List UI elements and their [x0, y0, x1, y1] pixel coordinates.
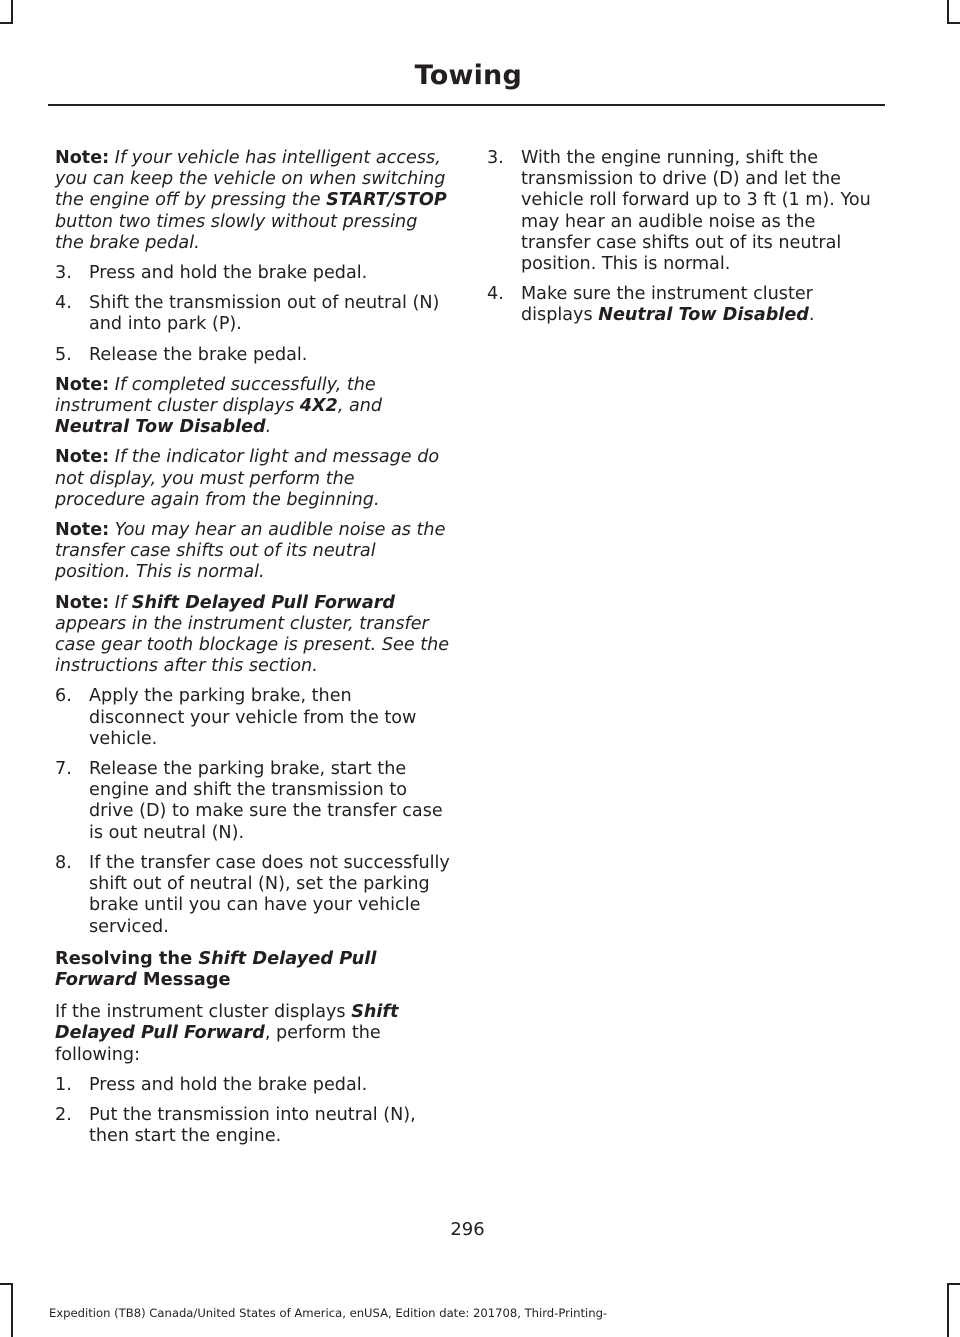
step-text: Press and hold the brake pedal.: [89, 1074, 368, 1095]
crop-mark: [0, 22, 13, 24]
list-item: [55, 1105, 450, 1147]
step-text: Release the brake pedal.: [89, 344, 308, 365]
list-item: [55, 1075, 450, 1096]
step-number: 4.: [55, 293, 72, 314]
step-text: Shift the transmission out of neutral (N) and into park (P).: [89, 293, 440, 335]
note-text: If: [109, 592, 132, 613]
note-text: , and: [337, 396, 383, 417]
step-number: 3.: [55, 263, 72, 284]
note-text: button two times slowly without pressing the brake pedal.: [55, 211, 418, 253]
step-number: 4.: [487, 284, 504, 305]
list-item: [55, 686, 450, 750]
intro-paragraph: [55, 1002, 450, 1066]
step-text: Apply the parking brake, then disconnect your vehicle from the tow vehicle.: [89, 686, 417, 749]
note-text: If completed successfully, the instrument cluster displays: [55, 374, 376, 417]
button-name: START/STOP: [326, 190, 447, 211]
step-number: 1.: [55, 1074, 72, 1095]
crop-mark: [947, 0, 949, 24]
list-item: [55, 263, 450, 284]
note-label: Note:: [55, 148, 110, 168]
crop-mark: [11, 0, 13, 24]
header-rule: [48, 104, 885, 106]
right-column: [487, 148, 882, 336]
display-message: Neutral Tow Disabled: [598, 305, 809, 326]
note-paragraph: [55, 148, 450, 254]
note-label: Note:: [55, 592, 110, 613]
step-number: 6.: [55, 686, 72, 707]
list-item: [55, 759, 450, 844]
step-number: 3.: [487, 148, 504, 168]
heading-text: Message: [136, 968, 231, 990]
step-text: Press and hold the brake pedal.: [89, 263, 368, 284]
crop-mark: [947, 1283, 960, 1285]
crop-mark: [11, 1283, 13, 1337]
list-item: [55, 853, 450, 938]
step-text: Put the transmission into neutral (N), then start the engine.: [89, 1104, 416, 1147]
note-label: Note:: [55, 520, 110, 541]
note-label: Note:: [55, 374, 110, 395]
heading-text: Resolving the: [55, 947, 199, 969]
list-item: [487, 148, 882, 275]
list-item: [55, 293, 450, 335]
page-title: Towing: [414, 60, 522, 91]
note-label: Note:: [55, 447, 110, 468]
edition-footer: Expedition (TB8) Canada/United States of America, enUSA, Edition date: 201708, Third-Printing-: [49, 1306, 608, 1320]
crop-mark: [947, 1283, 949, 1337]
note-paragraph: [55, 593, 450, 678]
body-text: , perform the following:: [55, 1023, 381, 1065]
display-message: Neutral Tow Disabled: [55, 417, 266, 438]
section-heading: [55, 948, 450, 990]
note-text: If the indicator light and message do not display, you must perform the procedure again from the beginning.: [55, 447, 440, 510]
display-message: Shift Delayed Pull Forward: [131, 592, 396, 613]
display-message: Shift Delayed Pull Forward: [55, 1002, 399, 1044]
note-text: If your vehicle has intelligent access, you can keep the vehicle on when switching the engine off by pressing the: [55, 148, 446, 211]
step-text: Release the parking brake, start the engine and shift the transmission to drive (D) to make sure the transfer case is out neutral (N).: [89, 759, 443, 843]
note-paragraph: [55, 520, 450, 584]
note-text: .: [265, 417, 272, 438]
crop-mark: [947, 22, 960, 24]
step-number: 5.: [55, 344, 72, 365]
step-number: 7.: [55, 759, 72, 780]
step-number: 8.: [55, 852, 72, 873]
step-number: 2.: [55, 1104, 72, 1125]
note-paragraph: [55, 447, 450, 511]
list-item: [55, 345, 450, 366]
crop-mark: [0, 1283, 13, 1285]
step-text: If the transfer case does not successfully shift out of neutral (N), set the parking brake until you can have your vehicle serviced.: [89, 852, 450, 937]
step-text: .: [808, 305, 815, 326]
note-text: You may hear an audible noise as the transfer case shifts out of its neutral position. This is normal.: [55, 520, 446, 583]
step-text: Make sure the instrument cluster displays: [521, 284, 813, 326]
left-column: [55, 148, 450, 1156]
page-number: 296: [450, 1219, 485, 1240]
body-text: If the instrument cluster displays: [55, 1002, 352, 1023]
note-paragraph: [55, 375, 450, 439]
display-message: 4X2: [299, 396, 338, 417]
note-text: appears in the instrument cluster, transfer case gear tooth blockage is present. See the instructions after this section.: [55, 613, 450, 677]
step-text: With the engine running, shift the transmission to drive (D) and let the vehicle roll forward up to 3 ft (1 m). You may hear an audible noise as the transfer case shifts out of its neutral position. This is normal.: [521, 148, 871, 275]
list-item: [487, 284, 882, 326]
heading-message: Shift Delayed Pull Forward: [55, 947, 377, 990]
